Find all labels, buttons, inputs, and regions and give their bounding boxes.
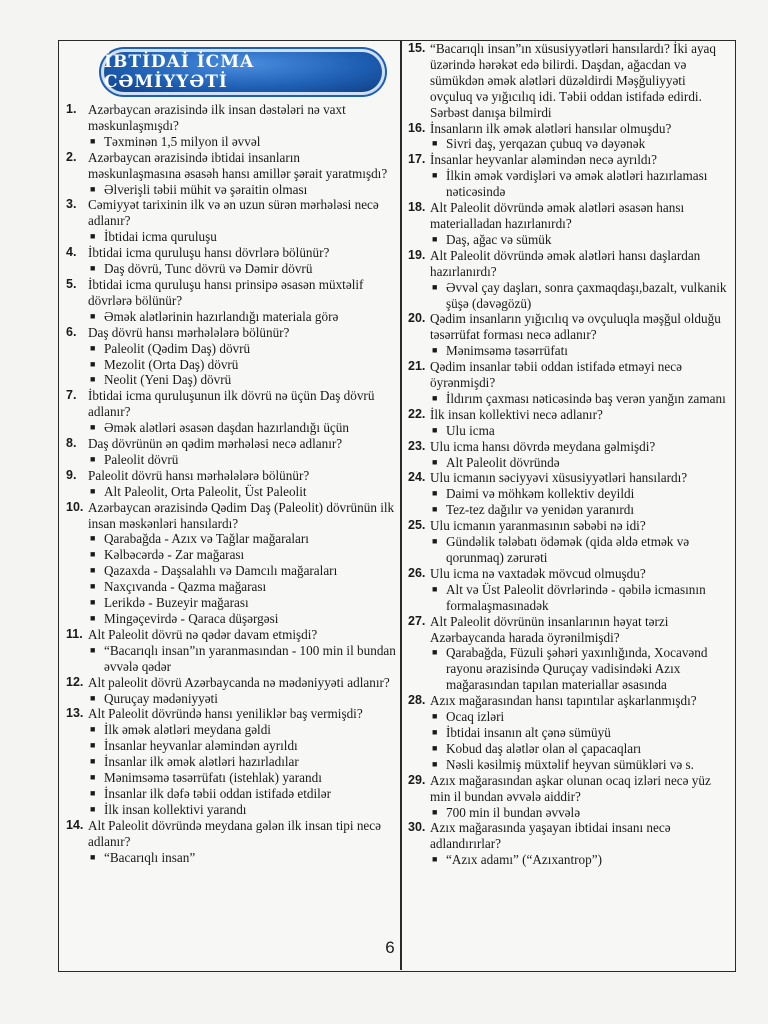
question-number: 15. [408,41,426,55]
answer-item [66,261,396,277]
question-item [408,407,728,439]
square-bullet-icon: ■ [90,613,96,623]
square-bullet-icon: ■ [432,647,438,658]
answer-item [408,391,728,407]
question-number: 4. [66,245,77,260]
answer-text: Kəlbəcərdə - Zar mağarası [104,547,245,563]
square-bullet-icon: ■ [432,488,438,499]
question-text: Daş dövrü hansı mərhələlərə bölünür? [88,324,290,340]
question-heading [66,197,396,229]
answer-item [66,643,396,675]
question-number: 18. [408,200,426,215]
square-bullet-icon: ■ [432,758,438,769]
answer-text: Qarabağda - Azıx və Tağlar mağaraları [104,531,309,547]
answer-item [66,738,396,754]
answer-text: Mənimsəmə təsərrüfatı (istehlak) yarandı [104,770,322,786]
question-text: Azıx mağarasında yaşayan ibtidai insanı necə adlandırırlar? [430,820,671,852]
square-bullet-icon: ■ [90,485,96,496]
answer-item [408,534,728,566]
question-text: Alt Paleolit dövrü nə qədər davam etmişdi? [88,626,318,642]
answer-item [66,786,396,802]
question-heading [408,359,728,391]
question-item [408,518,728,566]
answer-item [66,547,396,563]
square-bullet-icon: ■ [432,392,438,403]
question-heading [66,102,396,134]
question-number: 3. [66,197,77,212]
question-heading [66,500,396,532]
answer-item [408,502,728,518]
square-bullet-icon: ■ [90,772,96,783]
square-bullet-icon: ■ [90,724,96,735]
question-item [66,102,396,150]
question-number: 6. [66,324,77,339]
square-bullet-icon: ■ [90,183,96,194]
square-bullet-icon: ■ [432,233,438,244]
question-item [408,820,728,868]
square-bullet-icon: ■ [432,504,438,515]
question-item [66,500,396,627]
question-text: Qədim insanların yığıcılıq və ovçuluqla məşğul olduğu təsərrüfat forması necə adlanır? [430,311,721,343]
question-number: 13. [66,706,84,721]
question-text: Ulu icmanın səciyyəvi xüsusiyyətləri hansılardı? [430,470,688,486]
answer-text: Mənimsəmə təsərrüfatı [446,343,568,359]
question-number: 29. [408,772,426,787]
question-text: İnsanların ilk əmək alətləri hansılar olmuşdu? [430,120,672,136]
question-text: Azərbaycan ərazisində Qədim Daş (Paleolit) dövrünün ilk insan məskənləri hansılardı? [88,499,395,531]
question-text: Qədim insanlar təbii oddan istifadə etməyi necə öyrənmişdi? [430,359,682,391]
question-text: Alt paleolit dövrü Azərbaycanda nə mədəniyyəti adlanır? [88,674,390,690]
left-column [66,102,396,866]
question-item [66,388,396,436]
question-text: Paleolit dövrü hansı mərhələlərə bölünür? [88,467,310,483]
question-number: 25. [408,518,426,533]
question-heading [66,436,396,452]
question-item [66,150,396,198]
square-bullet-icon: ■ [432,583,438,594]
question-heading [66,675,396,691]
answer-item [408,486,728,502]
question-item [408,614,728,694]
question-item [408,200,728,248]
answer-text: Tez-tez dağılır və yenidən yaranırdı [446,502,635,518]
answer-item [408,168,728,200]
square-bullet-icon: ■ [90,597,96,608]
answer-item [66,611,396,627]
answer-item [66,372,396,388]
question-text: Alt Paleolit dövründə meydana gələn ilk insan tipi necə adlanır? [88,817,381,849]
answer-text: İbtidai icma quruluşu [104,229,217,245]
answer-item [66,563,396,579]
question-item [66,325,396,389]
square-bullet-icon: ■ [432,726,438,737]
question-text: Alt Paleolit dövrünün insanlarının həyat tərzi Azərbaycanda harada öyrənilmişdi? [430,613,669,645]
question-heading [408,407,728,423]
question-number: 2. [66,149,77,164]
question-number: 30. [408,820,426,835]
answer-text: Alt və Üst Paleolit dövrlərində - qəbilə icmasının formalaşmasınadək [446,581,706,613]
question-number: 20. [408,311,426,326]
square-bullet-icon: ■ [90,692,96,703]
question-heading [66,627,396,643]
answer-item [66,850,396,866]
answer-item [408,741,728,757]
square-bullet-icon: ■ [90,342,96,353]
square-bullet-icon: ■ [90,231,96,242]
question-heading [66,277,396,309]
square-bullet-icon: ■ [432,854,438,865]
answer-item [66,309,396,325]
answer-text: 700 min il bundan əvvələ [446,804,581,820]
answer-item [408,757,728,773]
answer-text: Əmək alətləri əsasən daşdan hazırlandığı üçün [104,420,349,436]
answer-item [408,423,728,439]
answer-text: İldırım çaxması nəticəsində baş verən yanğın zamanı [446,390,726,406]
square-bullet-icon: ■ [432,170,438,181]
question-item [408,470,728,518]
square-bullet-icon: ■ [90,549,96,560]
question-number: 1. [66,102,77,116]
answer-text: Gündəlik tələbatı ödəmək (qida əldə etmək və qorunmaq) zərurəti [446,534,690,565]
answer-text: İbtidai insanın alt çənə sümüyü [446,724,611,740]
question-text: İbtidai icma quruluşu hansı prinsipə əsasən müxtəlif dövrlərə bölünür? [88,276,364,308]
page-number: 6 [385,938,395,957]
question-number: 21. [408,359,426,374]
question-item [408,311,728,359]
answer-item [408,280,728,312]
answer-item [408,645,728,693]
question-number: 26. [408,565,426,580]
square-bullet-icon: ■ [432,424,438,435]
answer-item [408,136,728,152]
answer-item [66,357,396,373]
question-heading [408,200,728,232]
question-text: Ulu icma hansı dövrdə meydana gəlmişdi? [430,438,656,454]
question-heading [408,152,728,168]
right-column [408,41,728,868]
square-bullet-icon: ■ [90,644,96,655]
answer-item [66,484,396,500]
answer-text: Əlverişli təbii mühit və şəraitin olması [104,181,308,197]
column-divider [400,40,402,970]
answer-text: Paleolit dövrü [104,451,179,467]
question-text: İbtidai icma quruluşunun ilk dövrü nə üçün Daş dövrü adlanır? [88,388,375,420]
square-bullet-icon: ■ [90,135,96,146]
chapter-title: İBTİDAİ İCMA CƏMİYYƏTİ [104,52,382,92]
square-bullet-icon: ■ [90,453,96,464]
square-bullet-icon: ■ [432,281,438,292]
answer-text: Əmək alətlərinin hazırlandığı materiala görə [104,308,339,324]
question-text: İnsanlar heyvanlar aləmindən necə ayrıldı? [430,152,658,168]
answer-item [408,709,728,725]
question-number: 23. [408,438,426,453]
question-item [66,468,396,500]
answer-text: İlk insan kollektivi yarandı [104,801,247,817]
answer-text: Ocaq izləri [446,709,505,725]
square-bullet-icon: ■ [432,742,438,753]
square-bullet-icon: ■ [432,345,438,356]
square-bullet-icon: ■ [432,138,438,149]
question-item [66,277,396,325]
answer-item [66,691,396,707]
question-text: Azərbaycan ərazisində ilk insan dəstələri nə vaxt məskunlaşmışdı? [88,102,346,133]
answer-text: Neolit (Yeni Daş) dövrü [104,372,232,388]
answer-item [66,531,396,547]
answer-text: İnsanlar ilk əmək alətləri hazırladılar [104,754,299,770]
square-bullet-icon: ■ [90,756,96,767]
square-bullet-icon: ■ [90,851,96,862]
answer-text: Naxçıvanda - Qazma mağarası [104,579,267,595]
question-heading [408,439,728,455]
square-bullet-icon: ■ [90,422,96,433]
answer-item [408,805,728,821]
answer-text: İlk əmək alətləri meydana gəldi [104,722,271,738]
question-number: 27. [408,613,426,628]
square-bullet-icon: ■ [90,310,96,321]
question-heading [66,706,396,722]
question-item [408,152,728,200]
answer-text: İnsanlar heyvanlar aləmindən ayrıldı [104,738,298,754]
answer-text: Lerikdə - Buzeyir mağarası [104,595,249,611]
answer-text: Əvvəl çay daşları, sonra çaxmaqdaşı,bazalt, vulkanik şüşə (dəvəgözü) [446,279,727,311]
question-heading [408,41,728,121]
question-item [408,693,728,773]
question-number: 28. [408,693,426,708]
question-heading [408,566,728,582]
answer-text: Təxminən 1,5 milyon il əvvəl [104,133,261,149]
question-text: Ulu icma nə vaxtadək mövcud olmuşdu? [430,565,646,581]
answer-text: Nəsli kəsilmiş müxtəlif heyvan sümükləri və s. [446,756,694,772]
answer-item [66,229,396,245]
answer-item [66,579,396,595]
answer-item [66,802,396,818]
answer-item [408,725,728,741]
question-number: 8. [66,436,77,451]
answer-text: Paleolit (Qədim Daş) dövrü [104,340,251,356]
square-bullet-icon: ■ [90,533,96,544]
question-text: İlk insan kollektivi necə adlanır? [430,406,603,422]
question-number: 19. [408,247,426,262]
question-text: Daş dövrünün ən qədim mərhələsi necə adlanır? [88,436,343,452]
answer-item [66,452,396,468]
question-item [66,675,396,707]
answer-item [408,582,728,614]
question-heading [66,818,396,850]
answer-item [66,722,396,738]
question-item [66,197,396,245]
square-bullet-icon: ■ [90,787,96,798]
answer-text: Daş dövrü, Tunc dövrü və Dəmir dövrü [104,261,313,277]
question-text: “Bacarıqlı insan”ın xüsusiyyətləri hansılardı? İki ayaq üzərində hərəkət edə bilirdi. Daşdan, ağacdan və sümükdən əmək alətləri düzəldirdi Məşğuliyyəti ovçuluq və yığıcılıq idi. Təbii oddan istifadə edirdi. Sərbəst danışa bilmirdi [430,41,717,120]
square-bullet-icon: ■ [90,803,96,814]
question-number: 24. [408,470,426,485]
answer-text: Ulu icma [446,422,495,438]
answer-item [408,343,728,359]
answer-text: Mingəçevirdə - Qaraca düşərgəsi [104,611,279,626]
answer-item [66,595,396,611]
question-number: 10. [66,499,84,514]
square-bullet-icon: ■ [432,456,438,467]
question-text: Cəmiyyət tarixinin ilk və ən uzun sürən mərhələsi necə adlanır? [88,197,379,229]
square-bullet-icon: ■ [90,374,96,385]
question-item [66,436,396,468]
question-text: İbtidai icma quruluşu hansı dövrlərə bölünür? [88,245,330,261]
question-number: 7. [66,388,77,403]
square-bullet-icon: ■ [432,536,438,547]
answer-item [66,420,396,436]
square-bullet-icon: ■ [90,565,96,576]
question-heading [66,388,396,420]
question-text: Azıx mağarasından hansı tapıntılar aşkarlanmışdı? [430,693,697,709]
answer-text: Alt Paleolit, Orta Paleolit, Üst Paleolit [104,483,307,499]
question-item [66,818,396,866]
square-bullet-icon: ■ [90,740,96,751]
question-heading [408,248,728,280]
answer-text: Qazaxda - Daşsalahlı və Damcılı mağaraları [104,563,338,579]
question-heading [66,245,396,261]
question-heading [66,468,396,484]
question-item [66,245,396,277]
question-number: 5. [66,276,77,291]
question-item [408,773,728,821]
question-number: 11. [66,626,83,641]
answer-text: Qarabağda, Füzuli şəhəri yaxınlığında, Xocavənd rayonu ərazisində Quruçay vadisindəki Azıx mağarasından tapılan materiallar əsasında [446,645,708,693]
question-item [408,359,728,407]
question-item [408,566,728,614]
question-text: Azərbaycan ərazisində ibtidai insanların məskunlaşmasına əsasəh hansı amillər şərait yaratmışdı? [88,149,388,181]
answer-item [66,182,396,198]
question-heading [408,614,728,646]
answer-text: Daimi və möhkəm kollektiv deyildi [446,486,635,502]
question-heading [408,121,728,137]
answer-text: Mezolit (Orta Daş) dövrü [104,356,239,372]
question-item [66,706,396,817]
answer-text: “Azıx adamı” (“Azıxantrop”) [446,852,602,868]
question-heading [408,518,728,534]
answer-text: Kobud daş alətlər olan əl çapacaqları [446,740,642,756]
square-bullet-icon: ■ [90,358,96,369]
square-bullet-icon: ■ [432,711,438,722]
question-item [408,248,728,312]
question-item [408,439,728,471]
square-bullet-icon: ■ [90,263,96,274]
answer-text: İlkin əmək vərdişləri və əmək alətləri hazırlaması nəticəsində [446,168,708,200]
answer-text: “Bacarıqlı insan” [104,849,196,865]
answer-item [66,341,396,357]
question-text: Alt Paleolit dövründə əmək alətləri hansı daşlardan hazırlanırdı? [430,247,701,279]
question-item [66,627,396,675]
question-text: Azıx mağarasından aşkar olunan ocaq izləri necə yüz min il bundan əvvələ aiddir? [430,772,711,804]
answer-item [408,455,728,471]
answer-text: İnsanlar ilk dəfə təbii oddan istifadə etdilər [104,785,332,801]
answer-text: “Bacarıqlı insan”ın yaranmasından - 100 min il bundan əvvələ qədər [104,642,396,674]
question-text: Ulu icmanın yaranmasının səbəbi nə idi? [430,518,646,534]
question-heading [408,773,728,805]
answer-item [66,754,396,770]
question-text: Alt Paleolit dövründə əmək alətləri əsasən hansı materialladan hazırlanırdı? [430,200,685,231]
question-number: 16. [408,120,426,135]
question-number: 22. [408,406,426,421]
question-number: 9. [66,467,77,482]
question-heading [66,325,396,341]
answer-item [66,770,396,786]
answer-text: Alt Paleolit dövründə [446,454,560,470]
answer-item [408,852,728,868]
question-number: 17. [408,152,426,167]
answer-text: Sivri daş, yerqazan çubuq və dəyənək [446,136,646,152]
question-item [408,41,728,121]
question-heading [66,150,396,182]
question-heading [408,820,728,852]
question-number: 14. [66,817,84,832]
question-number: 12. [66,674,84,689]
answer-text: Daş, ağac və sümük [446,231,552,247]
answer-item [408,232,728,248]
question-heading [408,311,728,343]
answer-text: Quruçay mədəniyyəti [104,690,218,706]
question-item [408,121,728,153]
question-heading [408,470,728,486]
square-bullet-icon: ■ [432,806,438,817]
question-heading [408,693,728,709]
answer-item [66,134,396,150]
square-bullet-icon: ■ [90,581,96,592]
question-text: Alt Paleolit dövründə hansı yeniliklər baş vermişdi? [88,706,363,722]
